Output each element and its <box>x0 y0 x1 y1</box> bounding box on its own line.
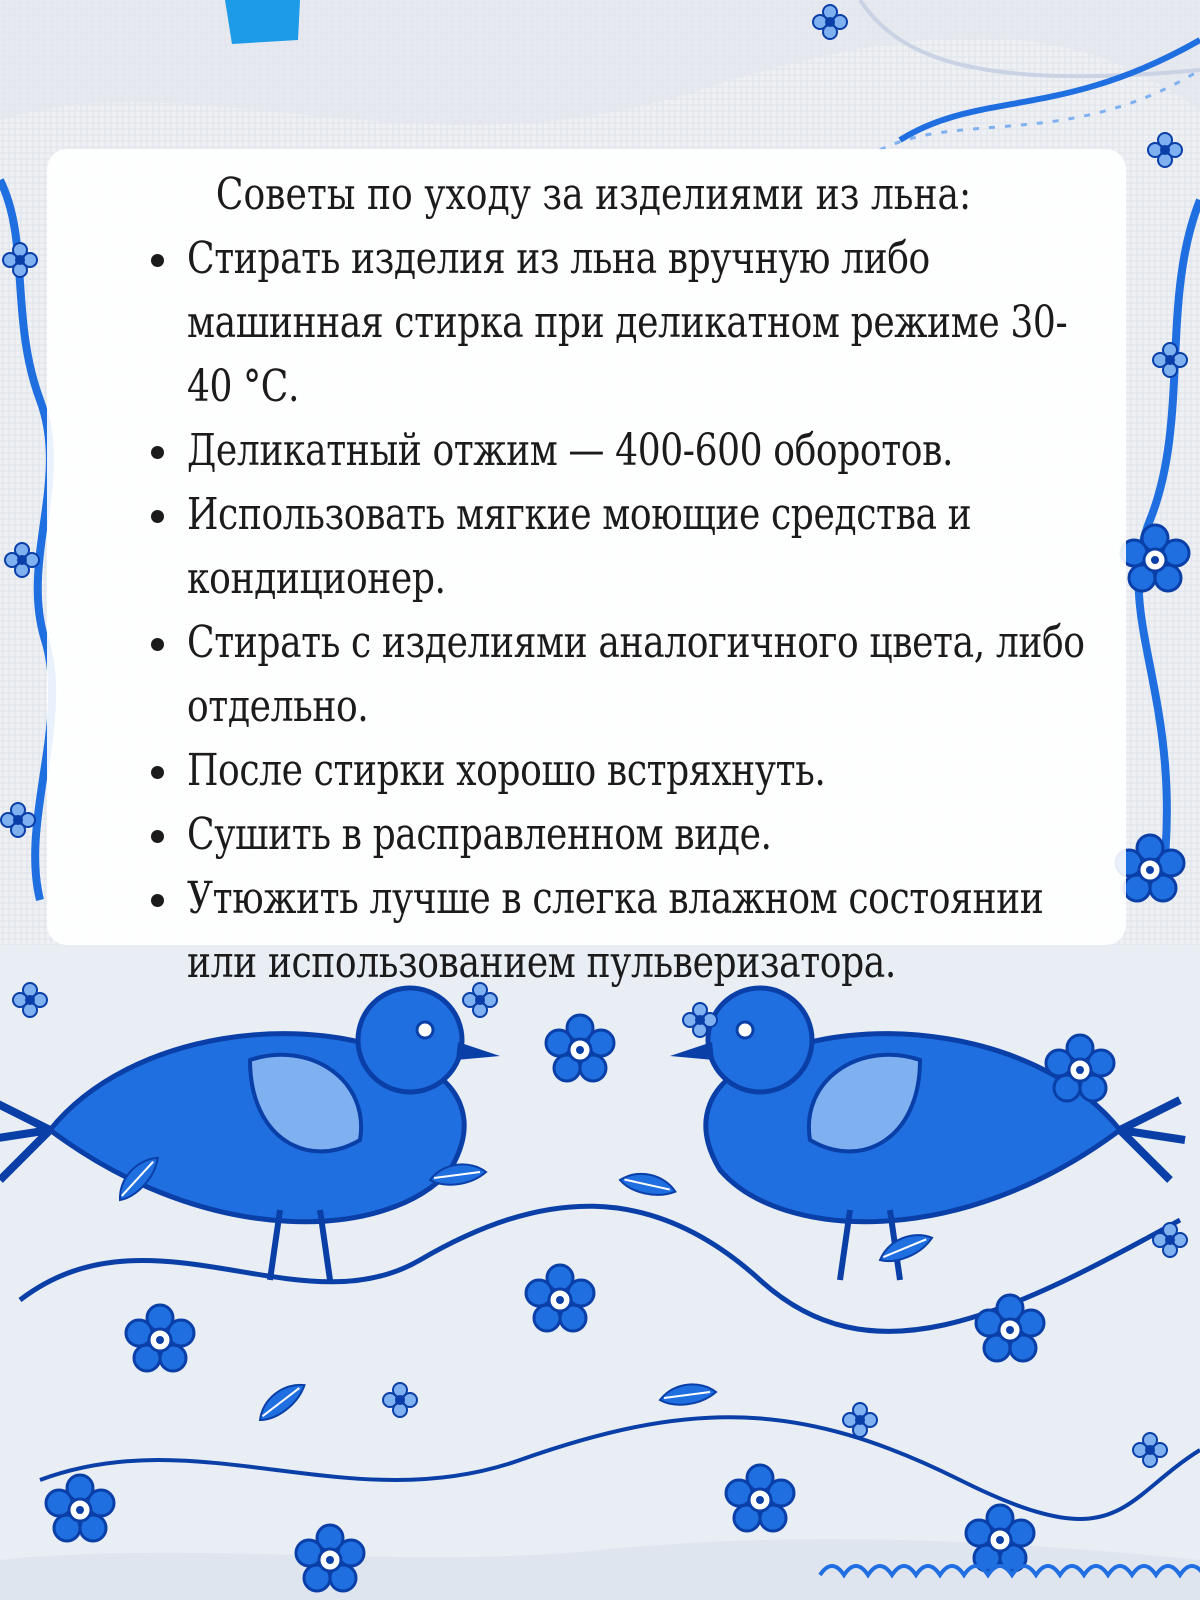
tip-text: После стирки хорошо встряхнуть. <box>187 745 826 796</box>
tip-text: Стирать с изделиями аналогичного цвета, либо отдельно. <box>187 617 1085 732</box>
bullet-icon <box>151 446 164 459</box>
list-item <box>101 227 1086 419</box>
bullet-icon <box>151 510 164 523</box>
bullet-icon <box>151 830 164 843</box>
list-item <box>101 483 1086 611</box>
card-title: Советы по уходу за изделиями из льна: <box>215 169 972 220</box>
list-item <box>101 611 1086 739</box>
tip-text: Сушить в расправленном виде. <box>187 809 772 860</box>
bullet-icon <box>151 894 164 907</box>
care-tips-list <box>101 227 1086 995</box>
care-tips-card <box>47 149 1126 988</box>
bullet-icon <box>151 638 164 651</box>
tip-text: Использовать мягкие моющие средства и кондиционер. <box>187 489 972 604</box>
tip-text: Деликатный отжим — 400-600 оборотов. <box>187 425 954 476</box>
bullet-icon <box>151 254 164 267</box>
list-item <box>101 739 1086 803</box>
tip-text: Утюжить лучше в слегка влажном состоянии или использованием пульверизатора. <box>187 873 1044 988</box>
bullet-icon <box>151 766 164 779</box>
list-item <box>101 867 1086 995</box>
list-item <box>101 419 1086 483</box>
list-item <box>101 803 1086 867</box>
tip-text: Стирать изделия из льна вручную либо машинная стирка при деликатном режиме 30-40 °С. <box>187 233 1068 412</box>
